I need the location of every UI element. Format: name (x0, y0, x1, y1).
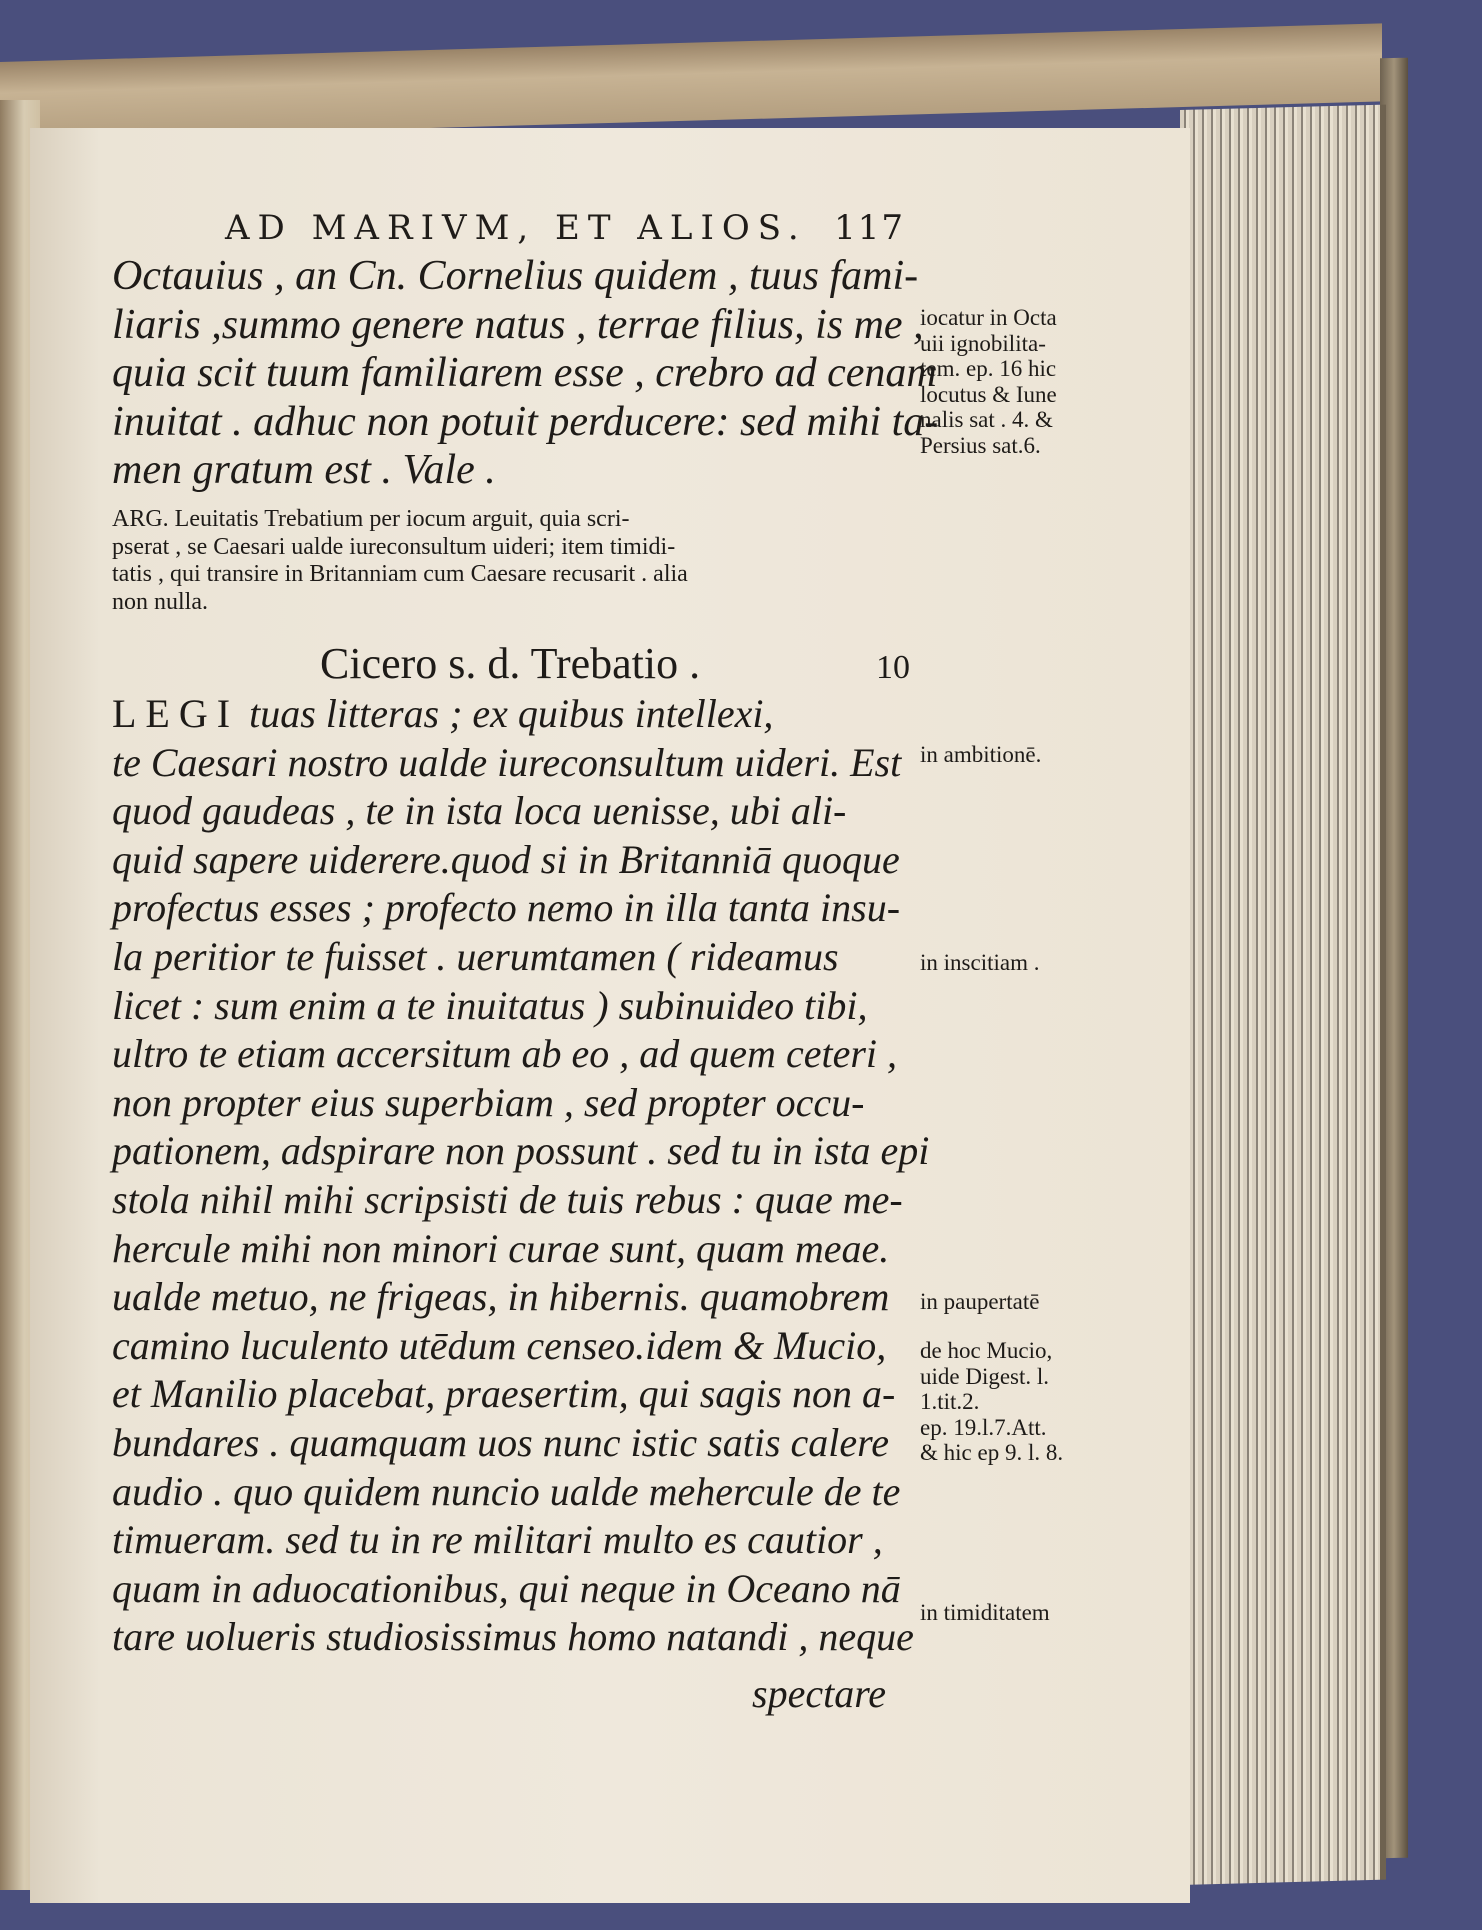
text-line: licet : sum enim a te inuitatus ) subinuideo tibi, (112, 982, 868, 1028)
margin-note (920, 1289, 1160, 1315)
text-line: quod gaudeas , te in ista loca uenisse, ubi ali- (112, 788, 847, 834)
margin-note (920, 950, 1160, 976)
margin-note-line: in ambitionē. (920, 742, 1042, 767)
text-line: stola nihil mihi scripsisti de tuis rebus : quae me- (112, 1176, 903, 1222)
margin-note-line: locutus & Iune (920, 381, 1057, 407)
text-line: hercule mihi non minori curae sunt, quam meae. (112, 1225, 890, 1271)
margin-note-line: uide Digest. l. (920, 1363, 1050, 1389)
argument-line: tatis , qui transire in Britanniam cum Caesare recusarit . alia (112, 561, 688, 587)
text-line: la peritior te fuisset . uerumtamen ( rideamus (112, 933, 839, 979)
text-line: profectus esses ; profecto nemo in illa tanta insu- (112, 885, 901, 931)
page-edges (1180, 105, 1386, 1885)
text-line: inuitat . adhuc non potuit perducere: sed mihi ta- (112, 398, 939, 445)
margin-note-line: & hic ep 9. l. 8. (920, 1440, 1064, 1465)
text-line: ultro te etiam accersitum ab eo , ad quem ceteri , (112, 1031, 897, 1077)
letter-title: Cicero s. d. Trebatio . (320, 639, 701, 688)
margin-note-line: 1.tit.2. (920, 1389, 980, 1414)
text-line: quia scit tuum familiarem esse , crebro ad cenam (112, 350, 937, 397)
catchword: spectare (752, 1671, 887, 1716)
text-line: pationem, adspirare non possunt . sed tu in ista epi (112, 1128, 930, 1174)
text-line: men gratum est . Vale . (112, 447, 496, 494)
argument-line: ARG. Leuitatis Trebatium per iocum arguit, quia scri- (112, 506, 630, 532)
argument-line: pserat , se Caesari ualde iureconsultum uideri; item timidi- (112, 533, 676, 560)
margin-note-line: Persius sat.6. (920, 432, 1041, 458)
argument-line: non nulla. (112, 588, 208, 615)
continued-text (112, 252, 939, 495)
margin-note-line: ep. 19.l.7.Att. (920, 1414, 1047, 1440)
margin-note-line: iocatur in Octa (920, 305, 1057, 330)
margin-note-line: in paupertatē (920, 1289, 1040, 1314)
letter-body (112, 690, 930, 1662)
margin-note (920, 1600, 1160, 1626)
text-line (112, 690, 912, 739)
text-line: audio . quo quidem nuncio ualde mehercule de te (112, 1468, 901, 1514)
opening-word: LEGI (112, 691, 240, 736)
running-header (225, 208, 905, 248)
text-line: liaris ,summo genere natus , terrae filius, is me , (112, 301, 924, 348)
text-line: camino luculento utēdum censeo.idem & Mucio, (112, 1322, 887, 1368)
margin-note-line: nalis sat . 4. & (920, 407, 1053, 432)
margin-note (920, 1338, 1160, 1466)
text-line: timueram. sed tu in re militari multo es cautior , (112, 1517, 883, 1563)
text-line: et Manilio placebat, praesertim, qui sagis non a- (112, 1371, 896, 1417)
margin-note-line: in inscitiam . (920, 950, 1040, 975)
margin-note-line: uii ignobilita- (920, 330, 1046, 356)
text-line: quam in aduocationibus, qui neque in Oceano nā (112, 1565, 901, 1611)
letter-heading (320, 638, 910, 689)
text-line: ualde metuo, ne frigeas, in hibernis. quamobrem (112, 1274, 890, 1320)
margin-note (920, 742, 1160, 768)
margin-note-line: tem. ep. 16 hic (920, 356, 1057, 381)
text-line: quid sapere uiderere.quod si in Britanniā quoque (112, 836, 900, 882)
text-line: Octauius , an Cn. Cornelius quidem , tuus fami- (112, 253, 919, 299)
argument-summary (112, 506, 912, 616)
running-title: AD MARIVM, ET ALIOS. (225, 208, 807, 248)
margin-note-line: in timiditatem (920, 1600, 1050, 1625)
text-line: bundares . quamquam uos nunc istic satis calere (112, 1419, 889, 1465)
text-line: te Caesari nostro ualde iureconsultum uideri. Est (112, 739, 902, 785)
text-line-rest: tuas litteras ; ex quibus intellexi, (239, 691, 774, 736)
book-cover-top (0, 23, 1382, 140)
letter-number: 10 (876, 649, 910, 686)
margin-note (920, 305, 1160, 458)
margin-note-line: de hoc Mucio, (920, 1338, 1053, 1363)
text-line: tare uolueris studiosissimus homo natandi , neque (112, 1614, 914, 1660)
text-line: non propter eius superbiam , sed propter occu- (112, 1079, 865, 1125)
page-number: 117 (834, 208, 905, 248)
